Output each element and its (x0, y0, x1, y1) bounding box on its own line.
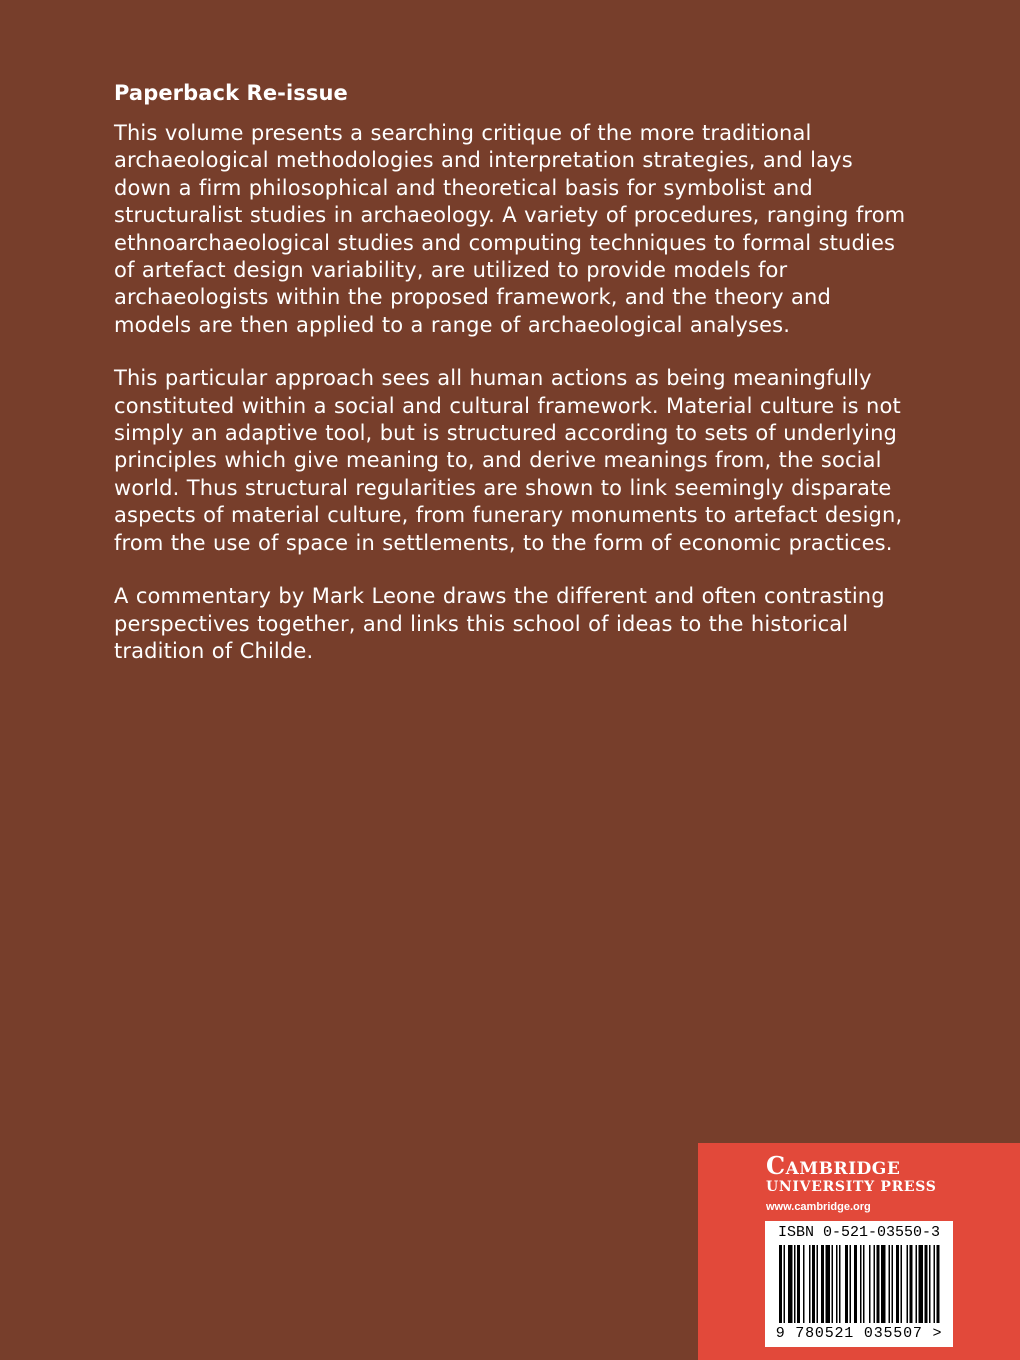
barcode-bar (812, 1245, 815, 1323)
barcode-bar (821, 1245, 824, 1323)
barcode-bar (845, 1245, 848, 1323)
barcode-bar (869, 1245, 871, 1323)
barcode-bar (839, 1245, 841, 1323)
barcode-icon (765, 1243, 953, 1325)
barcode-bar (877, 1245, 880, 1323)
barcode-bar (779, 1245, 782, 1323)
barcode-bar (901, 1245, 903, 1323)
barcode-bar (817, 1245, 819, 1323)
barcode-bar (797, 1245, 800, 1323)
barcode-bar (860, 1245, 862, 1323)
barcode-bar (832, 1245, 834, 1323)
barcode-bar (784, 1245, 786, 1323)
publisher-url: www.cambridge.org (766, 1201, 871, 1213)
barcode-number: 9 780521 035507 > (775, 1325, 943, 1342)
barcode-bar (826, 1245, 831, 1323)
barcode-bar (937, 1245, 940, 1323)
isbn-label: ISBN 0-521-03550-3 (777, 1224, 941, 1241)
barcode-bar (892, 1245, 894, 1323)
publisher-panel (698, 1143, 1020, 1360)
barcode-bar (889, 1245, 891, 1323)
barcode-bar (788, 1245, 793, 1323)
barcode-bar (910, 1245, 913, 1323)
barcode-bar (863, 1245, 865, 1323)
blurb-paragraph-3: A commentary by Mark Leone draws the different and often contrasting perspectives together, and links this school of ideas to the historical tradition of Childe. (114, 584, 885, 663)
barcode-bar (854, 1245, 857, 1323)
barcode-bar (794, 1245, 796, 1323)
barcode-bar (929, 1245, 931, 1323)
publisher-subtitle: UNIVERSITY PRESS (766, 1179, 937, 1195)
barcode-bar (874, 1245, 876, 1323)
barcode-bar (836, 1245, 838, 1323)
publisher-name: Cambridge (766, 1151, 901, 1180)
edition-heading: Paperback Re-issue (114, 81, 348, 105)
barcode-bar (919, 1245, 924, 1323)
blurb-paragraph-2: This particular approach sees all human actions as being meaningfully constituted within a social and cultural framework. Material culture is not simply an adaptive tool, but is structured according to sets of underlying principles which give meaning to, and derive meanings from, the social world. Thus structural regularities are shown to link seemingly disparate aspects of material culture, from funerary monuments to artefact design, from the use of space in settlements, to the form of economic practices. (114, 366, 903, 555)
barcode-bar (925, 1245, 928, 1323)
barcode-bar (934, 1245, 936, 1323)
barcode-bar (881, 1245, 886, 1323)
barcode-bar (850, 1245, 852, 1323)
barcode-block (765, 1221, 953, 1347)
barcode-bar (907, 1245, 909, 1323)
blurb (114, 78, 914, 691)
barcode-bar (809, 1245, 811, 1323)
barcode-bar (803, 1245, 805, 1323)
barcode-bar (916, 1245, 918, 1323)
blurb-paragraph-1: This volume presents a searching critique of the more traditional archaeological methodologies and interpretation strategies, and lays down a firm philosophical and theoretical basis for symbolist and structuralist studies in archaeology. A variety of procedures, ranging from ethnoarchaeological studies and computing techniques to formal studies of artefact design variability, are utilized to provide models for archaeologists within the proposed framework, and the theory and models are then applied to a range of archaeological analyses. (114, 121, 906, 337)
barcode-bar (896, 1245, 899, 1323)
publisher-logo-name (766, 1151, 900, 1180)
